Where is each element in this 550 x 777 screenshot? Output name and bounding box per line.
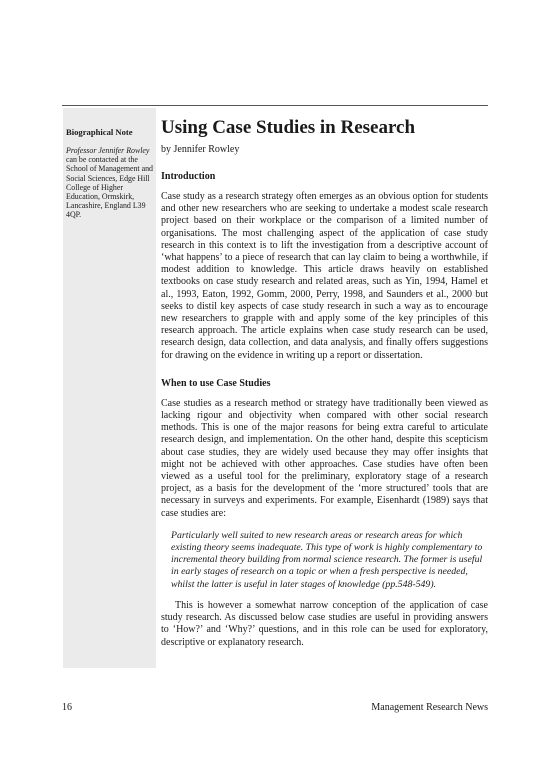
- block-quote: Particularly well suited to new research areas or research areas for which existing theory seems inadequate. This type of work is highly complementary to incremental theory building from normal science research. The former is useful in early stages of research on a topic or when a fresh perspective is needed, whilst the latter is useful in later stages of knowledge (pp.548-549).: [171, 529, 483, 590]
- journal-name: Management Research News: [371, 702, 488, 713]
- after-quote-paragraph: This is however a somewhat narrow conception of the application of case study research. As discussed below case studies are useful in providing answers to ‘How?’ and ‘Why?’ questions, and in this role can be used for exploratory, descriptive or explanatory research.: [161, 599, 488, 648]
- introduction-paragraph: Case study as a research strategy often emerges as an obvious option for students and other new researchers who are seeking to undertake a modest scale research project based on their workplace or the comparison of a limited number of organisations. The most challenging aspect of the application of case study research in this context is to lift the investigation from a descriptive account of ‘what happens’ to a piece of research that can lay claim to being a worthwhile, if modest addition to knowledge. This article draws heavily on established textbooks on case study research and related areas, such as Yin, 1994, Hamel et al., 1993, Eaton, 1992, Gomm, 2000, Perry, 1998, and Saunders et al., 2000 but seeks to distil key aspects of case study research in such a way as to encourage new researchers to grapple with and apply some of the key principles of this research approach. The article explains when case study research can be used, research design, data collection, and data analysis, and finally offers suggestions for drawing on the evidence in writing up a report or dissertation.: [161, 191, 488, 361]
- article-byline: by Jennifer Rowley: [161, 144, 240, 155]
- biographical-note-text: can be contacted at the School of Management and Social Sciences, Edge Hill College of Higher Education, Ormskirk, Lancashire, England L39 4QP.: [66, 155, 153, 220]
- article: [161, 116, 488, 649]
- page-footer: [62, 702, 488, 713]
- section-heading-when-to-use: When to use Case Studies: [161, 377, 271, 389]
- header-rule: [62, 105, 488, 106]
- biographical-note: [66, 146, 158, 220]
- article-title: Using Case Studies in Research: [161, 117, 416, 138]
- section-heading-introduction: Introduction: [161, 171, 216, 182]
- page-number: 16: [62, 702, 72, 713]
- biographical-note-heading: Biographical Note: [66, 127, 133, 137]
- when-to-use-paragraph: Case studies as a research method or strategy have traditionally been viewed as lacking rigour and objectivity when compared with other social research methods. This is one of the major reasons for being extra careful to articulate research design, and implementation. On the other hand, despite this scepticism about case studies, they are widely used because they may offer insights that might not be achieved with other approaches. Case studies have often been viewed as a useful tool for the preliminary, exploratory stage of a research project, as a basis for the development of the ‘more structured’ tools that are necessary in surveys and experiments. For example, Eisenhardt (1989) says that case studies are:: [161, 397, 488, 519]
- biographical-note-author: Professor Jennifer Rowley: [66, 146, 150, 155]
